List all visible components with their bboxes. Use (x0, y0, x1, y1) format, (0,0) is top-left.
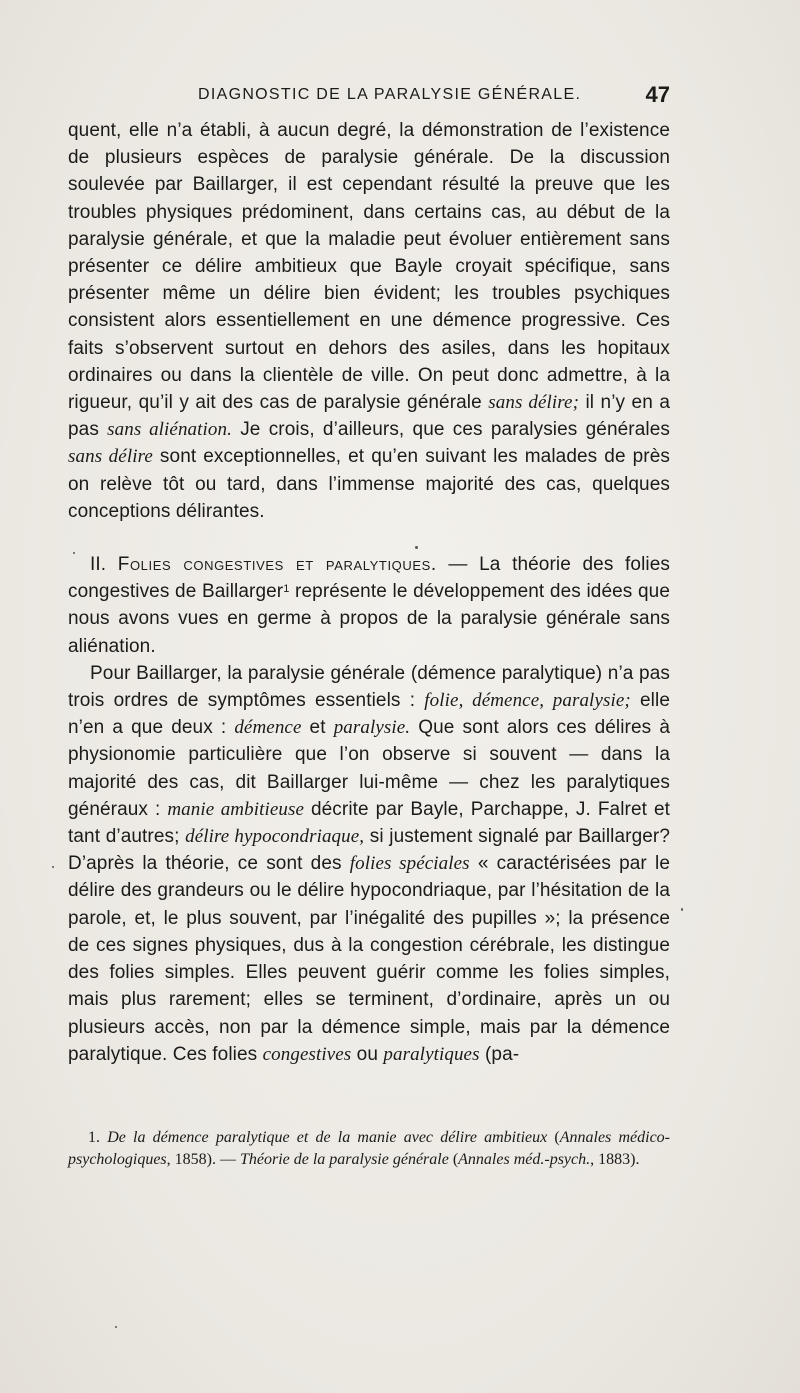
italic-run: folies spéciales (349, 853, 470, 875)
scan-speck (73, 552, 75, 554)
text-run: (pa- (479, 1043, 520, 1065)
italic-run: manie ambitieuse (167, 798, 305, 820)
running-title: DIAGNOSTIC DE LA PARALYSIE GÉNÉRALE. (198, 86, 582, 103)
text-run: , 1858). — (166, 1151, 240, 1168)
italic-run: Théorie de la paralysie générale (239, 1151, 449, 1168)
italic-run: congestives (262, 1043, 352, 1065)
text-run: Que sont alors ces délires à physionomie particulière que l’on observe si souvent — dans la majorité des cas, dit Baillarger lui-même — chez les paralytiques généraux : (68, 717, 670, 820)
text-run: décrite par Bayle, Parchappe, J. Falret et tant d’autres; (68, 798, 670, 848)
scan-speck (52, 866, 54, 868)
italic-run: Annales méd.-psych. (458, 1151, 591, 1168)
text-run: elle n’en a que deux : (68, 690, 670, 739)
text-run: si justement signalé par Baillarger? D’après la théorie, ce sont des (68, 826, 671, 875)
text-run: et (301, 717, 334, 739)
italic-run: paralytiques (383, 1043, 480, 1065)
italic-run: sans délire (68, 446, 153, 468)
footnote-number: 1. (88, 1129, 100, 1146)
footnotes (68, 1127, 670, 1171)
section-numeral: II. (90, 554, 107, 576)
scan-speck (115, 1326, 117, 1328)
text-run: « caractérisées par le délire des grandeurs ou le délire hypocondriaque, par l’hésitation de la parole, et, le plus souvent, par l’inégalité des pupilles »; la présence de ces signes physiques, dus à la congestion cérébrale, les distingue des folies simples. Elles peuvent guérir comme les folies simples, mais plus rarement; elles se terminent, d’ordinaire, après un ou plusieurs accès, non par la démence simple, mais par la démence paralytique. Ces folies (68, 853, 670, 1065)
paragraph-continuation (68, 117, 670, 525)
italic-run: sans délire; (488, 392, 579, 414)
text-run: il n’y en a pas (68, 392, 671, 441)
scan-speck (681, 908, 683, 911)
section-paragraph (68, 551, 670, 660)
page-header (68, 82, 670, 116)
italic-run: démence (234, 717, 302, 739)
italic-run: paralysie. (333, 717, 411, 739)
text-run: sont exceptionnelles, et qu’en suivant les malades de près on relève tôt ou tard, dans l’immense majorité des cas, quelques conceptions délirantes. (68, 446, 670, 522)
text-run: ( (448, 1151, 459, 1168)
text-run: La théorie des folies congestives de Baillarger (68, 554, 670, 603)
text-run: Je crois, d’ailleurs, que ces paralysies générales (231, 419, 670, 441)
body-text (68, 117, 670, 1068)
text-run: ( (547, 1129, 560, 1146)
footnote-reference: 1 (283, 583, 290, 596)
text-run: représente le développement des idées que nous avons vues en germe à propos de la paralysie générale sans aliénation. (68, 581, 670, 657)
text-run: ou (351, 1043, 384, 1065)
text-run: Pour Baillarger, la paralysie générale (démence paralytique) n’a pas trois ordres de symptômes essentiels : (68, 662, 670, 712)
paragraph (68, 660, 670, 1068)
italic-run: sans aliénation. (107, 419, 232, 441)
page-number: 47 (645, 82, 670, 107)
em-dash: — (436, 554, 480, 576)
italic-run: De la démence paralytique et de la manie avec délire ambitieux (107, 1129, 548, 1146)
scan-speck (415, 546, 418, 549)
italic-run: délire hypocondriaque, (185, 826, 365, 848)
section-heading: Folies congestives et paralytiques. (117, 554, 437, 576)
italic-run: Annales médico-psychologiques (68, 1129, 670, 1168)
text-run: , 1883). (590, 1151, 640, 1168)
italic-run: folie, démence, paralysie; (424, 690, 631, 712)
text-run: quent, elle n’a établi, à aucun degré, la démonstration de l’existence de plusieurs espèces de paralysie générale. De la discussion soulevée par Baillarger, il est cependant résulté la preuve que les troubles physiques prédominent, dans certains cas, au début de la paralysie générale, et que la maladie peut évoluer entièrement sans présenter ce délire ambitieux que Bayle croyait spécifique, sans présenter même un délire bien évident; les troubles psychiques consistent alors essentiellement en une démence progressive. Ces faits s’observent surtout en dehors des asiles, dans les hopitaux ordinaires ou dans la clientèle de ville. On peut donc admettre, à la rigueur, qu’il y ait des cas de paralysie générale (68, 120, 670, 414)
footnote (68, 1127, 670, 1171)
